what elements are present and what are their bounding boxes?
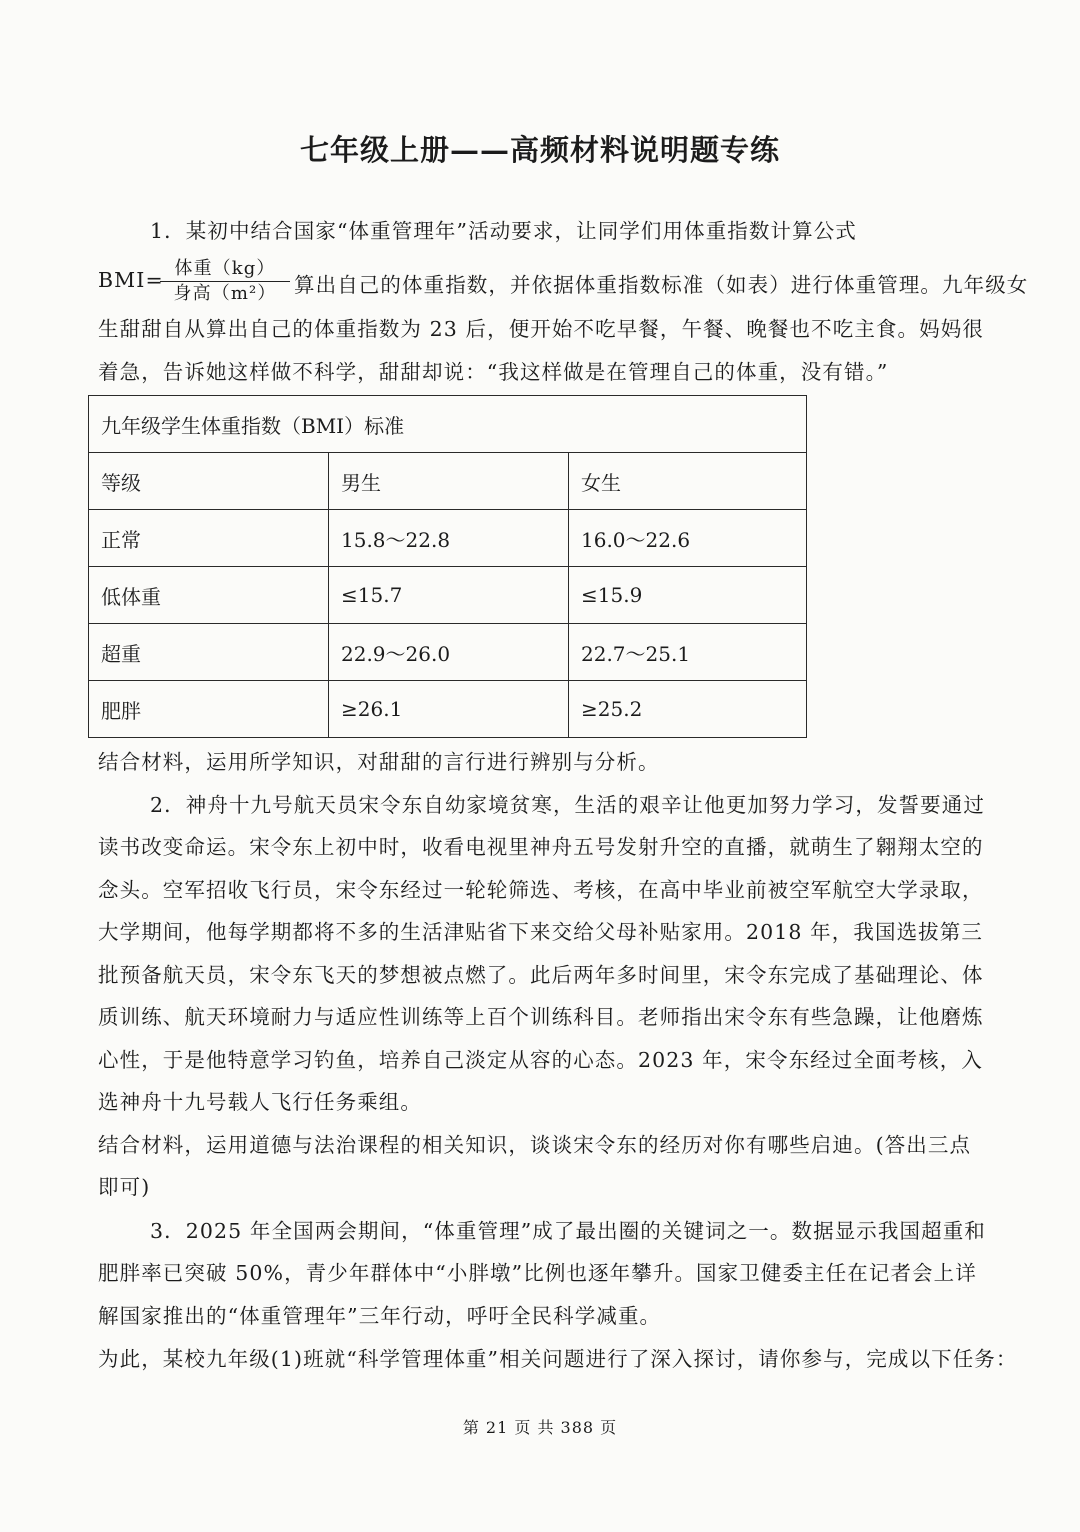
table-cell: 低体重 <box>89 567 329 624</box>
q3-line: 3．2025 年全国两会期间，“体重管理”成了最出圈的关键词之一。数据显示我国超重和 <box>150 1219 986 1243</box>
q2-line: 2．神舟十九号航天员宋令东自幼家境贫寒，生活的艰辛让他更加努力学习，发誓要通过 <box>150 793 985 817</box>
bmi-formula-row <box>98 258 1029 308</box>
table-cell: ≤15.7 <box>329 567 569 624</box>
page-title: 七年级上册——高频材料说明题专练 <box>299 133 780 167</box>
table-caption-row <box>89 396 807 453</box>
table-cell: ≤15.9 <box>569 567 807 624</box>
q2-line: 念头。空军招收飞行员，宋令东经过一轮轮筛选、考核，在高中毕业前被空军航空大学录取， <box>98 878 984 902</box>
q2-line: 质训练、航天环境耐力与适应性训练等上百个训练科目。老师指出宋令东有些急躁，让他磨炼 <box>98 1005 984 1029</box>
q2-line: 大学期间，他每学期都将不多的生活津贴省下来交给父母补贴家用。2018 年，我国选拔第三 <box>98 920 983 944</box>
table-cell: 正常 <box>89 510 329 567</box>
q2-line: 读书改变命运。宋令东上初中时，收看电视里神舟五号发射升空的直播，就萌生了翱翔太空的 <box>98 835 984 859</box>
q2-line: 选神舟十九号载人飞行任务乘组。 <box>98 1090 422 1114</box>
table-header-cell: 女生 <box>569 453 807 510</box>
q1-line-3: 生甜甜自从算出自己的体重指数为 23 后，便开始不吃早餐，午餐、晚餐也不吃主食。妈妈很 <box>98 317 984 341</box>
q3-task: 为此，某校九年级(1)班就“科学管理体重”相关问题进行了深入探讨，请你参与，完成以下任务： <box>98 1347 1018 1371</box>
table-row <box>89 624 807 681</box>
table-cell: 超重 <box>89 624 329 681</box>
table-cell: ≥25.2 <box>569 681 807 738</box>
q1-question: 结合材料，运用所学知识，对甜甜的言行进行辨别与分析。 <box>98 750 660 774</box>
bmi-numerator: 体重（kg） <box>160 258 290 282</box>
table-cell: 22.9～26.0 <box>329 624 569 681</box>
table-caption: 九年级学生体重指数（BMI）标准 <box>89 396 807 453</box>
bmi-formula-lhs: BMI= <box>98 268 164 292</box>
table-header-row <box>89 453 807 510</box>
table-cell: 肥胖 <box>89 681 329 738</box>
table-cell: 15.8～22.8 <box>329 510 569 567</box>
table-row <box>89 567 807 624</box>
q2-question-cont: 即可) <box>98 1175 151 1199</box>
table-header-cell: 等级 <box>89 453 329 510</box>
bmi-denominator: 身高（m²） <box>173 283 277 304</box>
q1-line-1: 1．某初中结合国家“体重管理年”活动要求，让同学们用体重指数计算公式 <box>150 219 857 243</box>
q2-line: 心性，于是他特意学习钓鱼，培养自己淡定从容的心态。2023 年，宋令东经过全面考核，入 <box>98 1048 983 1072</box>
table-header-cell: 男生 <box>329 453 569 510</box>
page-number-footer: 第 21 页 共 388 页 <box>462 1418 618 1437</box>
q1-line-4: 着急，告诉她这样做不科学，甜甜却说：“我这样做是在管理自己的体重，没有错。” <box>98 360 889 384</box>
table-cell: 16.0～22.6 <box>569 510 807 567</box>
q3-line: 解国家推出的“体重管理年”三年行动，呼吁全民科学减重。 <box>98 1304 662 1328</box>
q3-line: 肥胖率已突破 50%，青少年群体中“小胖墩”比例也逐年攀升。国家卫健委主任在记者会上详 <box>98 1261 977 1285</box>
table-cell: 22.7～25.1 <box>569 624 807 681</box>
table-row <box>89 510 807 567</box>
table-row <box>89 681 807 738</box>
q2-line: 批预备航天员，宋令东飞天的梦想被点燃了。此后两年多时间里，宋令东完成了基础理论、体 <box>98 963 984 987</box>
q2-question: 结合材料，运用道德与法治课程的相关知识，谈谈宋令东的经历对你有哪些启迪。(答出三点 <box>98 1133 972 1157</box>
q1-line-2: 算出自己的体重指数，并依据体重指数标准（如表）进行体重管理。九年级女 <box>294 273 1029 297</box>
bmi-fraction <box>160 258 290 306</box>
bmi-standard-table <box>88 395 807 738</box>
table-cell: ≥26.1 <box>329 681 569 738</box>
